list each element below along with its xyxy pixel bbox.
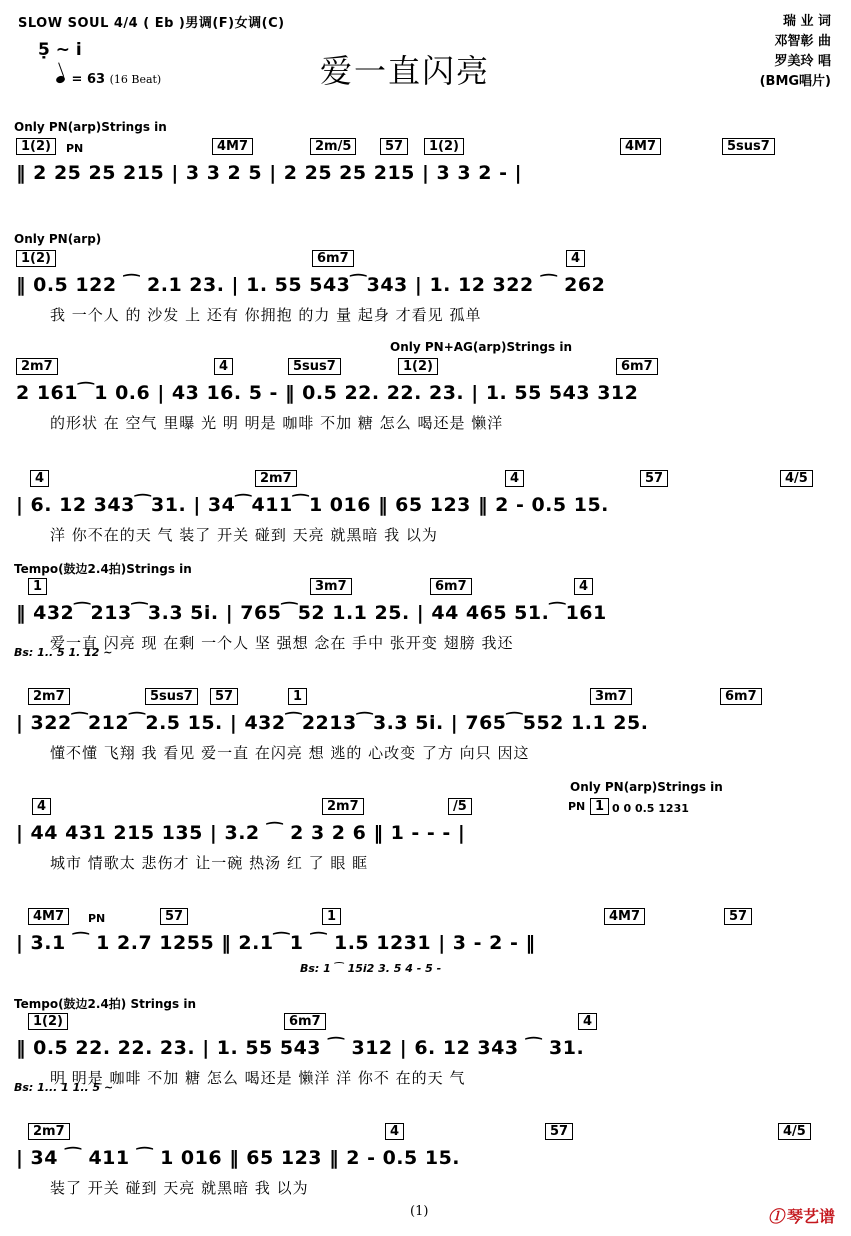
logo-mark-icon: ⓛ	[767, 1207, 784, 1226]
chord-box: 4	[566, 250, 585, 267]
label-credit: (BMG唱片)	[759, 74, 831, 89]
chord-box: 57	[724, 908, 752, 925]
arrangement-directive: Only PN(arp)	[14, 232, 102, 246]
melody-line: ‖ 0.5 22. 22. 23. | 1. 55 543 ⁀ 312 | 6. 12 343 ⁀ 31.	[16, 1037, 585, 1059]
chord-box: 2m7	[322, 798, 364, 815]
lyrics-line: 装了 开关 碰到 天亮 就黑暗 我 以为	[50, 1179, 309, 1197]
chord-box: 6m7	[720, 688, 762, 705]
arrangement-directive: Only PN(arp)Strings in	[570, 780, 723, 794]
score-system	[0, 1105, 851, 1205]
chord-box: 4M7	[28, 908, 69, 925]
bass-line: 0 0 0.5 1231	[612, 802, 689, 815]
chord-box: 5sus7	[288, 358, 341, 375]
chord-box: 4	[30, 470, 49, 487]
piano-mark: PN	[568, 800, 586, 813]
melody-line: ‖ 2 25 25 215 | 3 3 2 5 | 2 25 25 215 | 3 3 2 - |	[16, 162, 523, 184]
chord-box: 6m7	[312, 250, 354, 267]
score-system	[0, 340, 851, 440]
site-logo	[768, 1204, 835, 1227]
score-system	[0, 120, 851, 220]
logo-text: 琴艺谱	[786, 1207, 835, 1226]
chord-box: 3m7	[310, 578, 352, 595]
tempo-mark	[56, 72, 161, 87]
chord-box: 4	[578, 1013, 597, 1030]
score-system	[0, 560, 851, 660]
arrangement-directive: Only PN+AG(arp)Strings in	[390, 340, 572, 354]
melody-line: 2 161⁀1 0.6 | 43 16. 5 - ‖ 0.5 22. 22. 23. | 1. 55 543 312	[16, 382, 639, 404]
arrangement-directive: Tempo(鼓边2.4拍)Strings in	[14, 562, 192, 576]
score-system	[0, 890, 851, 990]
chord-box: 5sus7	[145, 688, 198, 705]
lyrics-line: 懂不懂 飞翔 我 看见 爱一直 在闪亮 想 逃的 心改变 了方 向只 因这	[50, 744, 530, 762]
chord-box: 1(2)	[28, 1013, 68, 1030]
chord-box: 6m7	[616, 358, 658, 375]
chord-box: 2m/5	[310, 138, 356, 155]
page-number: (1)	[410, 1204, 429, 1219]
chord-box: 4	[385, 1123, 404, 1140]
chord-box: 6m7	[284, 1013, 326, 1030]
composer-credit: 邓智彰 曲	[774, 34, 831, 49]
chord-box: 1(2)	[16, 250, 56, 267]
chord-box: 1	[28, 578, 47, 595]
singer-credit: 罗美玲 唱	[774, 54, 831, 69]
piano-mark: PN	[88, 912, 106, 925]
melody-line: ‖ 432⁀213⁀3.3 5i. | 765⁀52 1.1 25. | 44 465 51.⁀161	[16, 602, 607, 624]
chord-box: 6m7	[430, 578, 472, 595]
lyrics-line: 爱一直 闪亮 现 在剩 一个人 坚 强想 念在 手中 张开变 翅膀 我还	[50, 634, 514, 652]
chord-box: 57	[210, 688, 238, 705]
chord-box: 1	[322, 908, 341, 925]
chord-box: 4M7	[620, 138, 661, 155]
melody-line: | 3.1 ⁀ 1 2.7 1255 ‖ 2.1⁀1 ⁀ 1.5 1231 | 3 - 2 - ‖	[16, 932, 536, 954]
chord-box: 2m7	[255, 470, 297, 487]
arrangement-directive: Tempo(鼓边2.4拍) Strings in	[14, 997, 196, 1011]
chord-box: 5sus7	[722, 138, 775, 155]
bass-line: Bs: 1 ⁀ 15i2 3. 5 4 - 5 -	[300, 962, 442, 975]
chord-box: 2m7	[16, 358, 58, 375]
chord-box: 4/5	[780, 470, 813, 487]
lyrics-line: 明 明是 咖啡 不加 糖 怎么 喝还是 懒洋 洋 你不 在的天 气	[50, 1069, 466, 1087]
melody-line: | 44 431 215 135 | 3.2 ⁀ 2 3 2 6 ‖ 1 - - - |	[16, 822, 466, 844]
melody-line: | 322⁀212⁀2.5 15. | 432⁀2213⁀3.3 5i. | 765⁀552 1.1 25.	[16, 712, 649, 734]
tempo-beat: (16 Beat)	[109, 73, 162, 86]
score-system	[0, 670, 851, 770]
chord-box: 4/5	[778, 1123, 811, 1140]
chord-box: 57	[160, 908, 188, 925]
chord-box: 4	[214, 358, 233, 375]
score-system	[0, 232, 851, 332]
arrangement-directive: Only PN(arp)Strings in	[14, 120, 167, 134]
bass-line: Bs: 1.. 5 1. 12 ~	[14, 646, 113, 659]
chord-box: 1(2)	[16, 138, 56, 155]
chord-box: /5	[448, 798, 472, 815]
melody-line: | 6. 12 343⁀31. | 34⁀411⁀1 016 ‖ 65 123 ‖ 2 - 0.5 15.	[16, 494, 609, 516]
chord-box: 1	[288, 688, 307, 705]
chord-box: 4M7	[604, 908, 645, 925]
melody-line: ‖ 0.5 122 ⁀ 2.1 23. | 1. 55 543⁀343 | 1. 12 322 ⁀ 262	[16, 274, 606, 296]
chord-box: 4	[574, 578, 593, 595]
chord-box: 4	[505, 470, 524, 487]
lyrics-line: 的形状 在 空气 里曝 光 明 明是 咖啡 不加 糖 怎么 喝还是 懒洋	[50, 414, 504, 432]
chord-box: 1(2)	[398, 358, 438, 375]
credits	[760, 12, 831, 92]
lyricist-credit: 瑞 业 词	[782, 14, 831, 29]
lyrics-line: 城市 情歌太 悲伤才 让一碗 热汤 红 了 眼 眶	[50, 854, 369, 872]
chord-box: 4	[32, 798, 51, 815]
chord-box: 1(2)	[424, 138, 464, 155]
piano-mark: PN	[66, 142, 84, 155]
score-system	[0, 995, 851, 1095]
lyrics-line: 我 一个人 的 沙发 上 还有 你拥抱 的力 量 起身 才看见 孤单	[50, 306, 482, 324]
chord-box: 2m7	[28, 688, 70, 705]
score-system	[0, 780, 851, 880]
chord-box: 2m7	[28, 1123, 70, 1140]
quarter-note-icon	[55, 75, 66, 85]
chord-box: 57	[640, 470, 668, 487]
chord-box: 57	[545, 1123, 573, 1140]
chord-box: 3m7	[590, 688, 632, 705]
lyrics-line: 洋 你不在的天 气 装了 开关 碰到 天亮 就黑暗 我 以为	[50, 526, 438, 544]
chord-box: 57	[380, 138, 408, 155]
chord-box: 4M7	[212, 138, 253, 155]
melody-line: | 34 ⁀ 411 ⁀ 1 016 ‖ 65 123 ‖ 2 - 0.5 15.	[16, 1147, 461, 1169]
song-title: 爱一直闪亮	[320, 52, 491, 90]
score-system	[0, 452, 851, 552]
tempo-value: = 63	[71, 72, 106, 87]
style-info: SLOW SOUL 4/4 ( Eb )男调(F)女调(C)	[18, 16, 285, 31]
chord-box: 1	[590, 798, 609, 815]
bass-line: Bs: 1... 1 1.. 5 ~	[14, 1081, 114, 1094]
vocal-range: 5̣ ~ i	[38, 40, 82, 60]
